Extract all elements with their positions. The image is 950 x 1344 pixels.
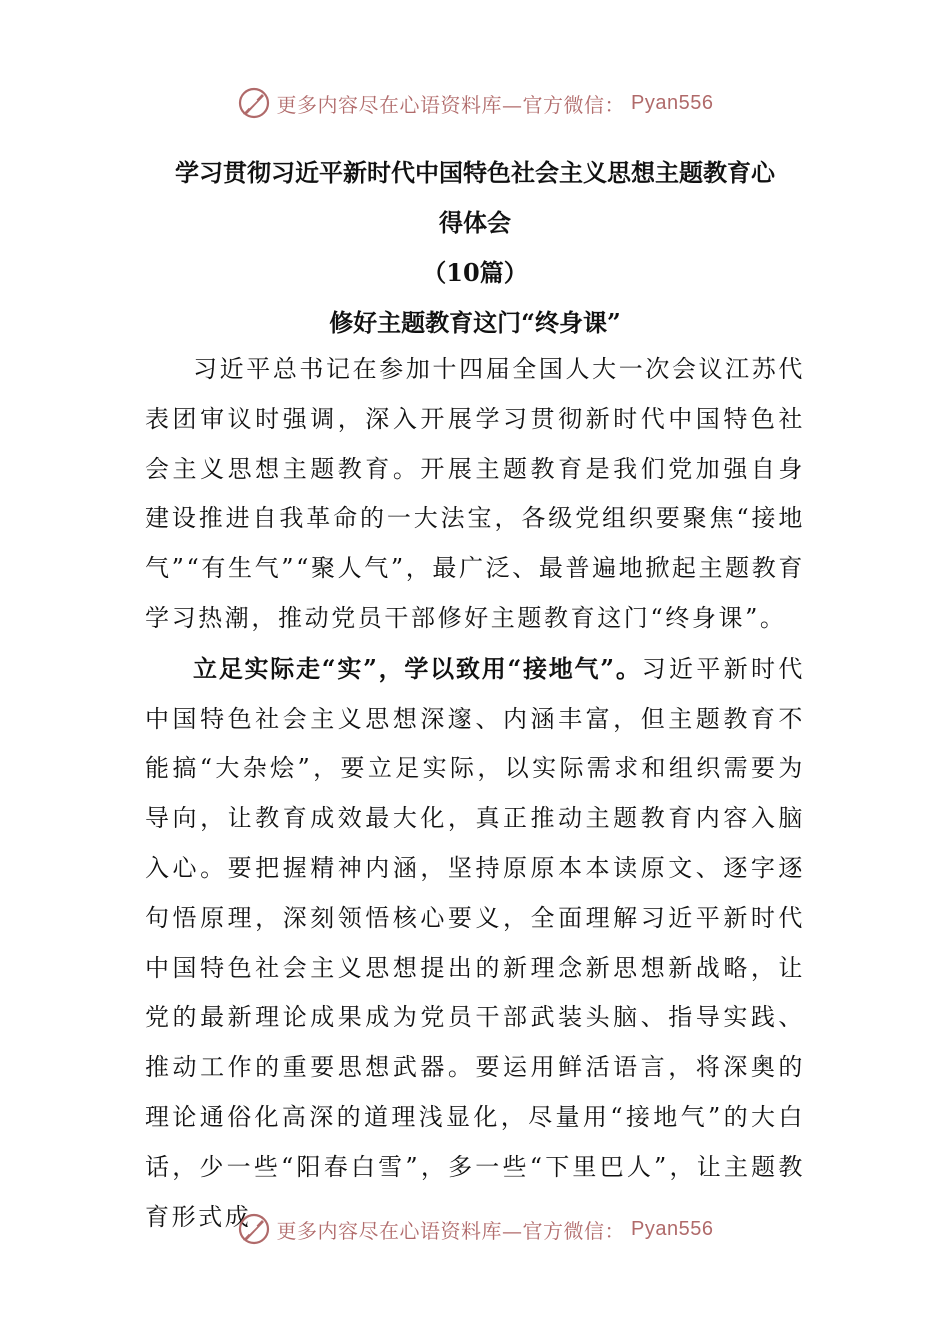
watermark-wechat-id: Pyan556 xyxy=(631,91,714,114)
paragraph-2-body: 习近平新时代中国特色社会主义思想深邃、内涵丰富，但主题教育不能搞“大杂烩”，要立足实际，以实际需求和组织需要为导向，让教育成效最大化，真正推动主题教育内容入脑入心。要把握精神内涵，坚持原原本本读原文、逐字逐句悟原理，深刻领悟核心要义，全面理解习近平新时代中国特色社会主义思想提出的新理念新思想新战略，让党的最新理论成果成为党员干部武装头脑、指导实践、推动工作的重要思想武器。要运用鲜活语言，将深奥的理论通俗化高深的道理浅显化，尽量用“接地气”的大白话，少一些“阳春白雪”，多一些“下里巴人”，让主题教育形式成 xyxy=(145,654,805,1231)
watermark-text: 更多内容尽在心语资料库—官方微信： xyxy=(276,1218,626,1243)
section-subtitle: 修好主题教育这门“终身课” xyxy=(329,308,621,337)
feather-pen-logo-icon xyxy=(237,86,271,120)
document-title-block xyxy=(145,148,805,348)
watermark-footer xyxy=(0,1212,950,1246)
title-count: （10篇） xyxy=(422,258,528,287)
paragraph-2 xyxy=(145,644,805,1243)
title-line-2: 得体会 xyxy=(439,208,511,237)
title-line-1: 学习贯彻习近平新时代中国特色社会主义思想主题教育心 xyxy=(175,158,775,187)
feather-pen-logo-icon xyxy=(237,1212,271,1246)
document-body xyxy=(145,345,805,1242)
watermark-text: 更多内容尽在心语资料库—官方微信： xyxy=(276,92,626,117)
watermark-header xyxy=(0,86,950,120)
watermark-wechat-id: Pyan556 xyxy=(631,1217,714,1240)
paragraph-2-lead: 立足实际走“实”，学以致用“接地气”。 xyxy=(193,653,642,683)
paragraph-1: 习近平总书记在参加十四届全国人大一次会议江苏代表团审议时强调，深入开展学习贯彻新时代中国特色社会主义思想主题教育。开展主题教育是我们党加强自身建设推进自我革命的一大法宝，各级党组织要聚焦“接地气”“有生气”“聚人气”，最广泛、最普遍地掀起主题教育学习热潮，推动党员干部修好主题教育这门“终身课”。 xyxy=(145,355,805,632)
